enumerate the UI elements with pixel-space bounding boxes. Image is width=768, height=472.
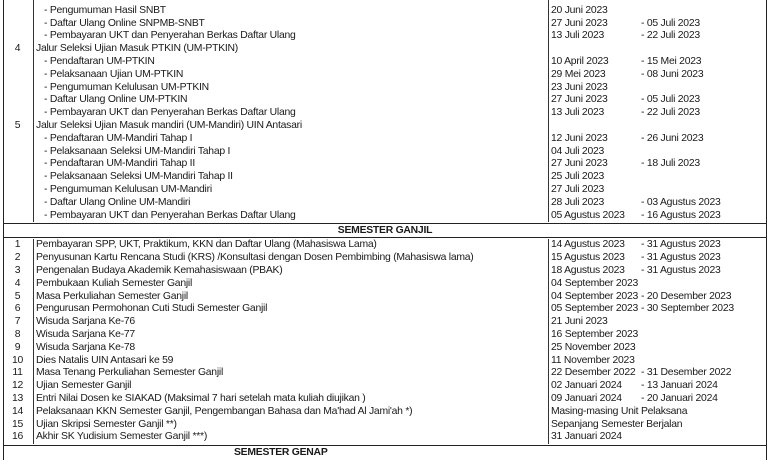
start-date: 28 Juli 2023 — [551, 196, 605, 208]
end-date: - 13 Januari 2024 — [641, 380, 718, 392]
start-date: 05 September 2023 — [551, 303, 639, 315]
table-row — [4, 406, 766, 419]
activity-description: Wisuda Sarjana Ke-78 — [33, 342, 548, 355]
activity-description: - Pembayaran UKT dan Penyerahan Berkas Daftar Ulang — [33, 30, 548, 43]
activity-description: - Pembayaran UKT dan Penyerahan Berkas Daftar Ulang — [33, 107, 548, 120]
end-date: - 20 Januari 2024 — [641, 392, 718, 404]
table-row — [4, 184, 766, 197]
date-cell — [548, 239, 766, 252]
start-date: 27 Juni 2023 — [551, 94, 608, 106]
activity-description: Pembayaran SPP, UKT, Praktikum, KKN dan Daftar Ulang (Mahasiswa Lama) — [33, 239, 548, 252]
semester-ganjil-block — [4, 239, 766, 444]
activity-description: - Pendaftaran UM-PTKIN — [33, 56, 548, 69]
date-cell — [548, 30, 766, 43]
row-number: 14 — [11, 405, 24, 417]
date-cell — [548, 5, 766, 18]
row-number: 4 — [14, 277, 21, 289]
activity-description: - Pendaftaran UM-Mandiri Tahap II — [33, 158, 548, 171]
table-row — [4, 291, 766, 304]
row-number: 1 — [14, 239, 21, 251]
activity-description: - Pengumuman Hasil SNBT — [33, 5, 548, 18]
table-row — [4, 380, 766, 393]
row-number: 11 — [12, 367, 23, 379]
date-cell — [548, 56, 766, 69]
start-date: 10 April 2023 — [551, 55, 609, 67]
activity-description: Pengurusan Permohonan Cuti Studi Semester Ganjil — [33, 303, 548, 316]
section-header-semester-genap: SEMESTER GENAP — [4, 445, 766, 459]
date-cell — [548, 355, 766, 368]
end-date: - 30 September 2023 — [641, 303, 734, 315]
row-number: 7 — [14, 316, 21, 328]
table-row — [4, 239, 766, 252]
activity-description: Entri Nilai Dosen ke SIAKAD (Maksimal 7 hari setelah mata kuliah diujikan ) — [33, 393, 548, 406]
start-date: 22 Desember 2022 — [551, 367, 636, 379]
start-date: Masing-masing Unit Pelaksana — [551, 405, 688, 417]
date-cell — [548, 94, 766, 107]
end-date: - 31 Agustus 2023 — [641, 264, 721, 276]
activity-description: Penyusunan Kartu Rencana Studi (KRS) /Konsultasi dengan Dosen Pembimbing (Mahasiswa lama) — [33, 252, 548, 265]
date-cell — [548, 197, 766, 210]
row-number: 6 — [14, 303, 21, 315]
start-date: 12 Juni 2023 — [551, 132, 608, 144]
table-row — [4, 158, 766, 171]
start-date: 25 Juli 2023 — [551, 171, 605, 183]
row-number: 2 — [14, 252, 21, 264]
table-row — [4, 171, 766, 184]
table-row — [4, 197, 766, 210]
row-number: 15 — [11, 418, 24, 430]
activity-description: Akhir SK Yudisium Semester Ganjil ***) — [33, 431, 548, 444]
date-cell — [548, 120, 766, 133]
end-date: - 03 Agustus 2023 — [641, 196, 721, 208]
date-cell — [548, 303, 766, 316]
date-cell — [548, 107, 766, 120]
start-date: 23 Juni 2023 — [551, 81, 608, 93]
date-cell — [548, 380, 766, 393]
end-date: - 31 Agustus 2023 — [641, 252, 721, 264]
table-row — [4, 355, 766, 368]
table-row — [4, 82, 766, 95]
table-row — [4, 329, 766, 342]
date-cell — [548, 419, 766, 432]
date-cell — [548, 367, 766, 380]
end-date: - 22 Juli 2023 — [641, 107, 700, 119]
table-row — [4, 5, 766, 18]
date-cell — [548, 171, 766, 184]
table-row — [4, 107, 766, 120]
date-cell — [548, 316, 766, 329]
date-cell — [548, 291, 766, 304]
activity-description: Wisuda Sarjana Ke-77 — [33, 329, 548, 342]
date-cell — [548, 146, 766, 159]
end-date: - 18 Juli 2023 — [641, 158, 700, 170]
date-cell — [548, 43, 766, 56]
activity-description: - Pembayaran UKT dan Penyerahan Berkas Daftar Ulang — [33, 210, 548, 223]
row-number: 5 — [14, 290, 21, 302]
date-cell — [548, 329, 766, 342]
activity-description: Ujian Skripsi Semester Ganjil **) — [33, 419, 548, 432]
activity-description: - Pelaksanaan Seleksi UM-Mandiri Tahap II — [33, 171, 548, 184]
activity-description: - Pelaksanaan Seleksi UM-Mandiri Tahap I — [33, 146, 548, 159]
date-cell — [548, 265, 766, 278]
row-number: 4 — [14, 43, 21, 55]
start-date: 27 Juni 2023 — [551, 17, 608, 29]
start-date: 05 Agustus 2023 — [551, 209, 625, 221]
start-date: 15 Agustus 2023 — [551, 252, 625, 264]
row-number: 3 — [14, 264, 21, 276]
activity-description: Jalur Seleksi Ujian Masuk mandiri (UM-Mandiri) UIN Antasari — [33, 120, 548, 133]
activity-description: Masa Tenang Perkuliahan Semester Ganjil — [33, 367, 548, 380]
activity-description: Jalur Seleksi Ujian Masuk PTKIN (UM-PTKIN) — [33, 43, 548, 56]
table-row — [4, 419, 766, 432]
table-row — [4, 278, 766, 291]
activity-description: - Pengumuman Kelulusan UM-PTKIN — [33, 82, 548, 95]
table-row — [4, 133, 766, 146]
table-row — [4, 431, 766, 444]
start-date: Sepanjang Semester Berjalan — [551, 418, 683, 430]
table-row — [4, 43, 766, 56]
admission-schedule-block — [4, 0, 766, 222]
table-row — [4, 210, 766, 223]
table-row — [4, 265, 766, 278]
start-date: 14 Agustus 2023 — [551, 239, 625, 251]
row-number: 9 — [14, 341, 21, 353]
table-row — [4, 367, 766, 380]
date-cell — [548, 210, 766, 223]
end-date: - 31 Agustus 2023 — [641, 239, 721, 251]
end-date: - 26 Juni 2023 — [641, 132, 704, 144]
end-date: - 05 Juli 2023 — [641, 94, 700, 106]
start-date: 13 Juli 2023 — [551, 30, 605, 42]
activity-description: Pengenalan Budaya Akademik Kemahasiswaan (PBAK) — [33, 265, 548, 278]
end-date: - 31 Desember 2022 — [641, 367, 732, 379]
activity-description: Pembukaan Kuliah Semester Ganjil — [33, 278, 548, 291]
activity-description: - Pendaftaran UM-Mandiri Tahap I — [33, 133, 548, 146]
activity-description: - Pengumuman Kelulusan UM-Mandiri — [33, 184, 548, 197]
start-date: 09 Januari 2024 — [551, 392, 622, 404]
date-cell — [548, 158, 766, 171]
table-row — [4, 94, 766, 107]
table-row — [4, 56, 766, 69]
end-date: - 08 Juni 2023 — [641, 68, 704, 80]
start-date: 04 September 2023 — [551, 290, 639, 302]
date-cell — [548, 278, 766, 291]
activity-description: Masa Perkuliahan Semester Ganjil — [33, 291, 548, 304]
table-row — [4, 146, 766, 159]
activity-description: Wisuda Sarjana Ke-76 — [33, 316, 548, 329]
table-row — [4, 69, 766, 82]
row-number: 16 — [11, 431, 24, 443]
start-date: 31 Januari 2024 — [551, 431, 622, 443]
end-date: - 05 Juli 2023 — [641, 17, 700, 29]
start-date: 25 November 2023 — [551, 341, 636, 353]
date-cell — [548, 393, 766, 406]
date-cell — [548, 18, 766, 31]
date-cell — [548, 252, 766, 265]
end-date: - 20 Desember 2023 — [641, 290, 732, 302]
table-row — [4, 303, 766, 316]
start-date: 29 Mei 2023 — [551, 68, 606, 80]
activity-description: Dies Natalis UIN Antasari ke 59 — [33, 355, 548, 368]
table-row — [4, 120, 766, 133]
date-cell — [548, 69, 766, 82]
activity-description: - Daftar Ulang Online SNPMB-SNBT — [33, 18, 548, 31]
start-date: 13 Juli 2023 — [551, 107, 605, 119]
activity-description: Pelaksanaan KKN Semester Ganjil, Pengembangan Bahasa dan Ma'had Al Jami'ah *) — [33, 406, 548, 419]
start-date: 20 Juni 2023 — [551, 4, 608, 16]
end-date: - 22 Juli 2023 — [641, 30, 700, 42]
activity-description: Ujian Semester Ganjil — [33, 380, 548, 393]
date-cell — [548, 342, 766, 355]
date-cell — [548, 82, 766, 95]
end-date: - 15 Mei 2023 — [641, 55, 702, 67]
row-number: 12 — [11, 380, 24, 392]
start-date: 04 September 2023 — [551, 277, 639, 289]
start-date: 04 Juli 2023 — [551, 145, 605, 157]
activity-description: - Pelaksanaan Ujian UM-PTKIN — [33, 69, 548, 82]
date-cell — [548, 406, 766, 419]
date-cell — [548, 184, 766, 197]
activity-description: - Daftar Ulang Online UM-Mandiri — [33, 197, 548, 210]
end-date: - 16 Agustus 2023 — [641, 209, 721, 221]
start-date: 21 Juni 2023 — [551, 316, 608, 328]
table-row — [4, 18, 766, 31]
table-row — [4, 252, 766, 265]
start-date: 02 Januari 2024 — [551, 380, 622, 392]
row-number: 8 — [14, 328, 21, 340]
start-date: 11 November 2023 — [551, 354, 635, 366]
section-header-semester-ganjil: SEMESTER GANJIL — [4, 223, 766, 238]
activity-description: - Daftar Ulang Online UM-PTKIN — [33, 94, 548, 107]
table-row — [4, 393, 766, 406]
table-row — [4, 342, 766, 355]
academic-calendar-table — [3, 0, 767, 460]
row-number: 10 — [11, 354, 24, 366]
start-date: 18 Agustus 2023 — [551, 264, 625, 276]
start-date: 27 Juni 2023 — [551, 158, 608, 170]
table-row — [4, 316, 766, 329]
table-row — [4, 30, 766, 43]
start-date: 16 September 2023 — [551, 328, 639, 340]
row-number: 13 — [11, 392, 24, 404]
start-date: 27 Juli 2023 — [551, 183, 605, 195]
row-number: 5 — [14, 119, 21, 131]
date-cell — [548, 431, 766, 444]
date-cell — [548, 133, 766, 146]
